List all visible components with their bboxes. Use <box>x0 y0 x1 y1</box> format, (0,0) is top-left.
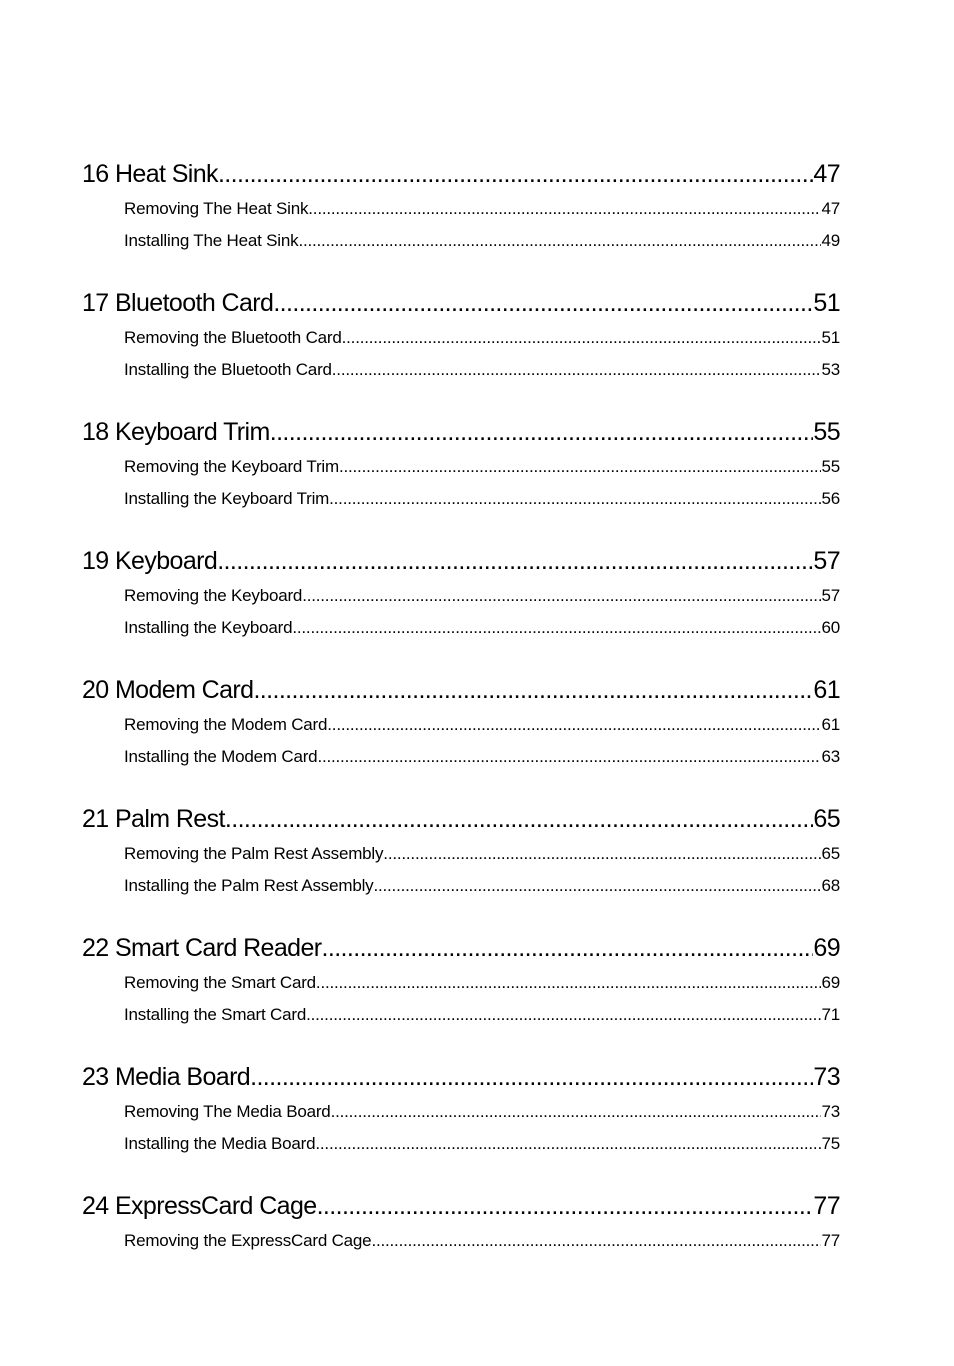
toc-chapter-entry[interactable] <box>82 1187 840 1225</box>
toc-section-page: 49 <box>821 231 840 250</box>
toc-chapter-spacer <box>82 386 840 413</box>
toc-section-title: Installing the Media Board <box>124 1134 316 1153</box>
toc-section-entry[interactable] <box>82 612 840 644</box>
toc-chapter-page: 55 <box>813 418 840 446</box>
toc-section-page: 60 <box>821 618 840 637</box>
toc-section-list <box>82 580 840 644</box>
toc-chapter-title: 21 Palm Rest <box>82 805 225 833</box>
toc-chapter-spacer <box>82 644 840 671</box>
toc-section-page: 75 <box>821 1134 840 1153</box>
toc-leader-dots <box>342 322 822 354</box>
toc-leader-dots <box>383 838 821 870</box>
toc-leader-dots <box>322 929 814 967</box>
toc-chapter-entry[interactable] <box>82 542 840 580</box>
toc-leader-dots <box>373 870 821 902</box>
toc-chapter-spacer <box>82 257 840 284</box>
toc-leader-dots <box>253 671 813 709</box>
toc-section-page: 61 <box>821 715 840 734</box>
toc-section-page: 71 <box>821 1005 840 1024</box>
toc-chapter-title: 20 Modem Card <box>82 676 254 704</box>
toc-leader-dots <box>270 413 814 451</box>
toc-section-page: 55 <box>821 457 840 476</box>
toc-leader-dots <box>218 155 813 193</box>
toc-section-page: 77 <box>821 1231 840 1250</box>
toc-section-title: Removing the Modem Card <box>124 715 328 734</box>
toc-section-entry[interactable] <box>82 580 840 612</box>
toc-section-entry[interactable] <box>82 193 840 225</box>
toc-section-entry[interactable] <box>82 741 840 773</box>
toc-chapter-spacer <box>82 773 840 800</box>
toc-section-title: Removing The Media Board <box>124 1102 331 1121</box>
toc-chapter-entry[interactable] <box>82 800 840 838</box>
toc-leader-dots <box>339 451 822 483</box>
toc-section-entry[interactable] <box>82 1096 840 1128</box>
toc-section-page: 73 <box>821 1102 840 1121</box>
toc-leader-dots <box>316 967 822 999</box>
toc-chapter-entry[interactable] <box>82 284 840 322</box>
toc-chapter-entry[interactable] <box>82 929 840 967</box>
toc-section-title: Removing the Keyboard Trim <box>124 457 339 476</box>
toc-section-page: 65 <box>821 844 840 863</box>
toc-section-list <box>82 193 840 257</box>
toc-chapter-title: 18 Keyboard Trim <box>82 418 270 446</box>
toc-chapter-page: 77 <box>813 1192 840 1220</box>
toc-chapter-page: 47 <box>813 160 840 188</box>
toc-chapter-entry[interactable] <box>82 155 840 193</box>
toc-section-title: Installing the Keyboard <box>124 618 293 637</box>
toc-chapter-title: 23 Media Board <box>82 1063 251 1091</box>
toc-section-page: 47 <box>821 199 840 218</box>
toc-leader-dots <box>225 800 814 838</box>
toc-chapter-title: 17 Bluetooth Card <box>82 289 274 317</box>
toc-section-title: Removing The Heat Sink <box>124 199 309 218</box>
toc-chapter <box>82 1187 840 1257</box>
toc-chapter <box>82 284 840 413</box>
toc-chapter <box>82 929 840 1058</box>
toc-section-list <box>82 967 840 1031</box>
toc-chapter-page: 61 <box>813 676 840 704</box>
toc-section-entry[interactable] <box>82 838 840 870</box>
toc-section-entry[interactable] <box>82 354 840 386</box>
toc-section-entry[interactable] <box>82 225 840 257</box>
toc-chapter <box>82 155 840 284</box>
toc-chapter-title: 24 ExpressCard Cage <box>82 1192 317 1220</box>
toc-section-page: 53 <box>821 360 840 379</box>
toc-section-title: Removing the Bluetooth Card <box>124 328 342 347</box>
toc-leader-dots <box>250 1058 813 1096</box>
toc-leader-dots <box>306 999 821 1031</box>
toc-leader-dots <box>315 1128 821 1160</box>
toc-section-title: Removing the ExpressCard Cage <box>124 1231 372 1250</box>
toc-leader-dots <box>317 741 821 773</box>
toc-section-title: Removing the Smart Card <box>124 973 316 992</box>
toc-chapter <box>82 800 840 929</box>
toc-chapter-entry[interactable] <box>82 671 840 709</box>
toc-chapter <box>82 671 840 800</box>
toc-section-title: Installing the Bluetooth Card <box>124 360 332 379</box>
toc-section-title: Installing the Modem Card <box>124 747 318 766</box>
toc-leader-dots <box>273 284 813 322</box>
toc-leader-dots <box>292 612 821 644</box>
toc-section-entry[interactable] <box>82 709 840 741</box>
toc-chapter-page: 69 <box>813 934 840 962</box>
toc-section-page: 63 <box>821 747 840 766</box>
toc-leader-dots <box>298 225 821 257</box>
toc-chapter-page: 51 <box>813 289 840 317</box>
toc-chapter-spacer <box>82 1160 840 1187</box>
toc-chapter <box>82 413 840 542</box>
toc-section-title: Removing the Palm Rest Assembly <box>124 844 384 863</box>
toc-section-list <box>82 322 840 386</box>
toc-section-title: Installing the Palm Rest Assembly <box>124 876 374 895</box>
toc-section-title: Installing the Smart Card <box>124 1005 307 1024</box>
toc-chapter-spacer <box>82 902 840 929</box>
toc-section-page: 68 <box>821 876 840 895</box>
toc-section-page: 56 <box>821 489 840 508</box>
toc-chapter-title: 19 Keyboard <box>82 547 218 575</box>
toc-leader-dots <box>331 1096 822 1128</box>
toc-section-list <box>82 838 840 902</box>
toc-section-entry[interactable] <box>82 1225 840 1257</box>
toc-chapter-entry[interactable] <box>82 1058 840 1096</box>
toc-section-page: 51 <box>821 328 840 347</box>
toc-section-page: 57 <box>821 586 840 605</box>
toc-leader-dots <box>327 709 821 741</box>
toc-section-entry[interactable] <box>82 870 840 902</box>
toc-chapter-entry[interactable] <box>82 413 840 451</box>
toc-chapter <box>82 1058 840 1187</box>
toc-section-entry[interactable] <box>82 322 840 354</box>
toc-chapter <box>82 542 840 671</box>
toc-section-entry[interactable] <box>82 483 840 515</box>
toc-leader-dots <box>371 1225 821 1257</box>
toc-leader-dots <box>332 354 822 386</box>
toc-leader-dots <box>302 580 821 612</box>
toc-chapter-page: 65 <box>813 805 840 833</box>
toc-chapter-spacer <box>82 515 840 542</box>
toc-leader-dots <box>317 1187 814 1225</box>
toc-leader-dots <box>329 483 821 515</box>
toc-leader-dots <box>217 542 813 580</box>
toc-section-title: Installing The Heat Sink <box>124 231 299 250</box>
toc-chapter-spacer <box>82 1031 840 1058</box>
toc-section-list <box>82 451 840 515</box>
toc-leader-dots <box>308 193 821 225</box>
toc-chapter-title: 16 Heat Sink <box>82 160 218 188</box>
toc-section-entry[interactable] <box>82 967 840 999</box>
table-of-contents <box>82 155 840 1257</box>
toc-section-entry[interactable] <box>82 1128 840 1160</box>
toc-chapter-page: 73 <box>813 1063 840 1091</box>
toc-section-list <box>82 1225 840 1257</box>
toc-section-entry[interactable] <box>82 451 840 483</box>
toc-section-title: Installing the Keyboard Trim <box>124 489 330 508</box>
toc-section-page: 69 <box>821 973 840 992</box>
toc-chapter-title: 22 Smart Card Reader <box>82 934 322 962</box>
toc-chapter-page: 57 <box>813 547 840 575</box>
toc-section-title: Removing the Keyboard <box>124 586 303 605</box>
toc-section-entry[interactable] <box>82 999 840 1031</box>
toc-section-list <box>82 1096 840 1160</box>
toc-section-list <box>82 709 840 773</box>
